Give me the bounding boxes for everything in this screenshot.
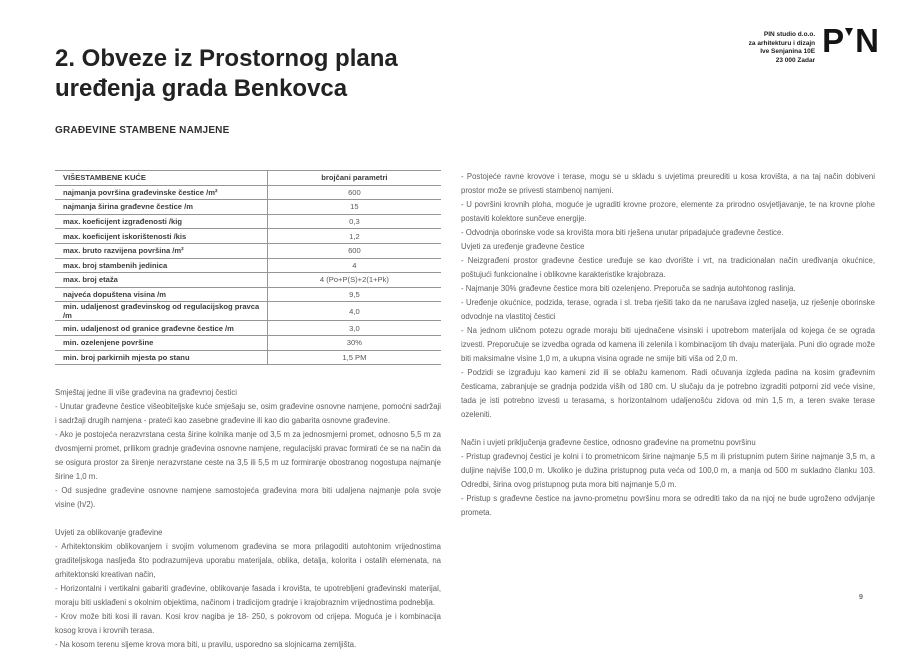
- table-row: [55, 243, 441, 258]
- parameter-label: min. udaljenost građevinskog od regulacijskog pravca /m: [55, 302, 267, 321]
- paragraph: - Podzidi se izgrađuju kao kameni zid ili se oblažu kamenom. Radi očuvanja izgleda padina na kosim građevnim česticama, zabranjuje se gradnja podzida viših od 180 cm. U slučaju da je potrebno izgraditi potporni zid veće visine, tada je isti potrebno izvesti u terasama, s horizontalnom udaljenošću zidova od min 1,5 m, a teren svake terase ozeleniti.: [461, 368, 875, 419]
- paragraph: Smještaj jedne ili više građevina na građevnoj čestici: [55, 388, 238, 398]
- parameter-label: min. ozelenjene površine: [55, 335, 267, 350]
- logo-letter-n: N: [855, 22, 877, 59]
- table-row: [55, 214, 441, 229]
- address-line: Ive Senjanina 10E: [760, 48, 816, 55]
- left-column: [55, 170, 441, 650]
- parameter-label: najveća dopuštena visina /m: [55, 287, 267, 302]
- paragraph-spacer: [461, 422, 875, 436]
- paragraph: - Krov može biti kosi ili ravan. Kosi krov nagiba je 18- 250, s pokrovom od crijepa. Moguća je i kombinacija kosog krova i krovnih terasa.: [55, 612, 441, 636]
- paragraph: - Pristup s građevne čestice na javno-prometnu površinu mora se odrediti tako da na njoj ne bude ugroženo odvijanje prometa.: [461, 494, 875, 517]
- paragraph: - Od susjedne građevine osnovne namjene samostojeća građevina mora biti udaljena najmanje pola svoje visine (h/2).: [55, 486, 441, 510]
- paragraph: - Ako je postojeća nerazvrstana cesta širine kolnika manje od 3,5 m za jednosmjerni promet, odnosno 5,5 m za dvosmjerni promet, prilikom gradnje građevina osnovne namjene, regulacijski pravac formirati će se na način da se osigura prostor za širenje nerazvrstane ceste na 3,5 ili 5,5 m uz formiranje obostranog nogostupa najmanje širine 1,0 m.: [55, 430, 441, 482]
- parameter-value: 600: [267, 243, 441, 258]
- parameter-label: min. udaljenost od granice građevne čestice /m: [55, 321, 267, 336]
- company-address: [749, 31, 815, 65]
- table-row: [55, 321, 441, 336]
- parameter-label: max. broj stambenih jedinica: [55, 258, 267, 273]
- parameter-value: 600: [267, 185, 441, 200]
- parameter-value: 4 (Po+P(S)+2(1+Pk): [267, 273, 441, 288]
- parameter-value: 30%: [267, 335, 441, 350]
- table-header-label: VIŠESTAMBENE KUĆE: [55, 171, 267, 186]
- parameter-value: 4: [267, 258, 441, 273]
- parameter-label: najmanja površina građevinske čestice /m²: [55, 185, 267, 200]
- logo-letter-p: P: [822, 22, 843, 59]
- paragraph: - Postojeće ravne krovove i terase, mogu se u skladu s uvjetima preurediti u kosa krovišta, a na taj način dobiveni prostor može se privesti stambenoj namjeni.: [461, 172, 875, 195]
- parameters-table: [55, 170, 441, 365]
- page-title: 2. Obveze iz Prostornog plana uređenja grada Benkovca: [55, 45, 398, 102]
- address-line: 23 000 Zadar: [775, 56, 816, 64]
- table-row: [55, 229, 441, 244]
- paragraph: - Odvodnja oborinske vode sa krovišta mora biti rješena unutar pripadajuće građevne čestice.: [461, 228, 784, 237]
- table-row: [55, 287, 441, 302]
- pin-logo: [822, 24, 877, 57]
- left-paragraphs: [55, 386, 441, 650]
- parameter-value: 4,0: [267, 302, 441, 321]
- table-header-value: brojčani parametri: [267, 171, 441, 186]
- table-row: [55, 350, 441, 365]
- parameter-value: 9,5: [267, 287, 441, 302]
- header: [749, 24, 877, 65]
- paragraph: - Na jednom uličnom potezu ograde moraju biti ujednačene visinski i upotrebom materijala od kojega će se ograda izvesti. Preporučuje se izvedba ograda od kamena ili zelenila i kombinacijom tih dvaju materijala. Puni dio ograde može biti maksimalne visine 1,0 m, a ukupna visina ograde ne smije biti viša od 2,0 m.: [461, 326, 875, 363]
- paragraph: - U površini krovnih ploha, moguće je ugraditi krovne prozore, elemente za prirodno osvjetljavanje, te na krovne plohe postaviti kolektore sunčeve energije.: [461, 200, 875, 223]
- paragraph: - Uređenje okućnice, podzida, terase, ograda i sl. treba rješiti tako da ne narušava izgled naselja, uz rješenje oborinske odvodnje na vlastitoj čestici: [461, 298, 875, 321]
- paragraph: Način i uvjeti priključenja građevne čestice, odnosno građevine na prometnu površinu: [461, 438, 756, 447]
- paragraph: - Pristup građevnoj čestici je kolni i to prometnicom širine najmanje 5,5 m ili pristupnim putem širine najmanje 3,5 m, a duljine najviše 100,0 m. Ukoliko je dužina pristupnog puta veća od 100,0 m, a manja od 500 m sukladno članku 103. Odredbi, širina ovog pristupnog puta mora biti najmanje 5,0 m.: [461, 452, 875, 489]
- parameter-value: 3,0: [267, 321, 441, 336]
- parameter-label: min. broj parkirnih mjesta po stanu: [55, 350, 267, 365]
- paragraph: - Horizontalni i vertikalni gabariti građevine, oblikovanje fasada i krovišta, te upotrebljeni građevinski materijal, moraju biti usklađeni s okolnim objektima, načinom i tradicijom gradnje i krajobraznim vrijednostima podneblja.: [55, 584, 441, 608]
- parameter-value: 15: [267, 200, 441, 215]
- right-column: [461, 170, 875, 650]
- table-row: [55, 302, 441, 321]
- address-line: PIN studio d.o.o.: [763, 31, 816, 38]
- paragraph: - Na kosom terenu sljeme krova mora biti, u pravilu, usporedno sa slojnicama zemljišta.: [55, 640, 357, 650]
- table-header-row: [55, 171, 441, 186]
- right-paragraphs: [461, 170, 875, 520]
- paragraph: - Arhitektonskim oblikovanjem i svojim volumenom građevina se mora prilagoditi autohtonim vrijednostima graditeljskoga nasljeđa što podrazumijeva uporabu materijala, oblika, detalja, kolorita i ostalih elemenata, na arhitektonski kreativan način,: [55, 542, 441, 580]
- paragraph: Uvjeti za uređenje građevne čestice: [461, 242, 585, 251]
- table-row: [55, 273, 441, 288]
- logo-triangle-icon: [845, 28, 853, 36]
- parameter-label: najmanja širina građevne čestice /m: [55, 200, 267, 215]
- content-columns: [55, 170, 875, 650]
- parameter-label: max. koeficijent izgrađenosti /kig: [55, 214, 267, 229]
- parameter-value: 1,2: [267, 229, 441, 244]
- parameter-value: 1,5 PM: [267, 350, 441, 365]
- paragraph: - Neizgrađeni prostor građevne čestice uređuje se kao dvorište i vrt, na tradicionalan način uređivanja okućnice, poštujući funkcionalne i oblikovne karakteristike krajobraza.: [461, 256, 875, 279]
- table-row: [55, 258, 441, 273]
- paragraph: Uvjeti za oblikovanje građevine: [55, 528, 163, 538]
- page-number: 9: [858, 592, 863, 601]
- parameter-value: 0,3: [267, 214, 441, 229]
- paragraph-spacer: [55, 512, 441, 526]
- parameter-label: max. broj etaža: [55, 273, 267, 288]
- section-subtitle: GRAĐEVINE STAMBENE NAMJENE: [55, 125, 230, 136]
- paragraph: - Najmanje 30% građevne čestice mora biti ozelenjeno. Preporuča se sadnja autohtonog raslinja.: [461, 284, 796, 293]
- parameter-label: max. bruto razvijena površina /m²: [55, 243, 267, 258]
- address-line: za arhitekturu i dizajn: [748, 39, 816, 47]
- paragraph: - Unutar građevne čestice višeobiteljske kuće smješaju se, osim građevine osnovne namjene, pomoćni sadržaji i sadržaji drugih namjena - prateći kao zasebne građevine ili kao dio gabarita osnovne građevine.: [55, 402, 441, 426]
- parameter-label: max. koeficijent iskorištenosti /kis: [55, 229, 267, 244]
- table-row: [55, 185, 441, 200]
- table-row: [55, 335, 441, 350]
- table-row: [55, 200, 441, 215]
